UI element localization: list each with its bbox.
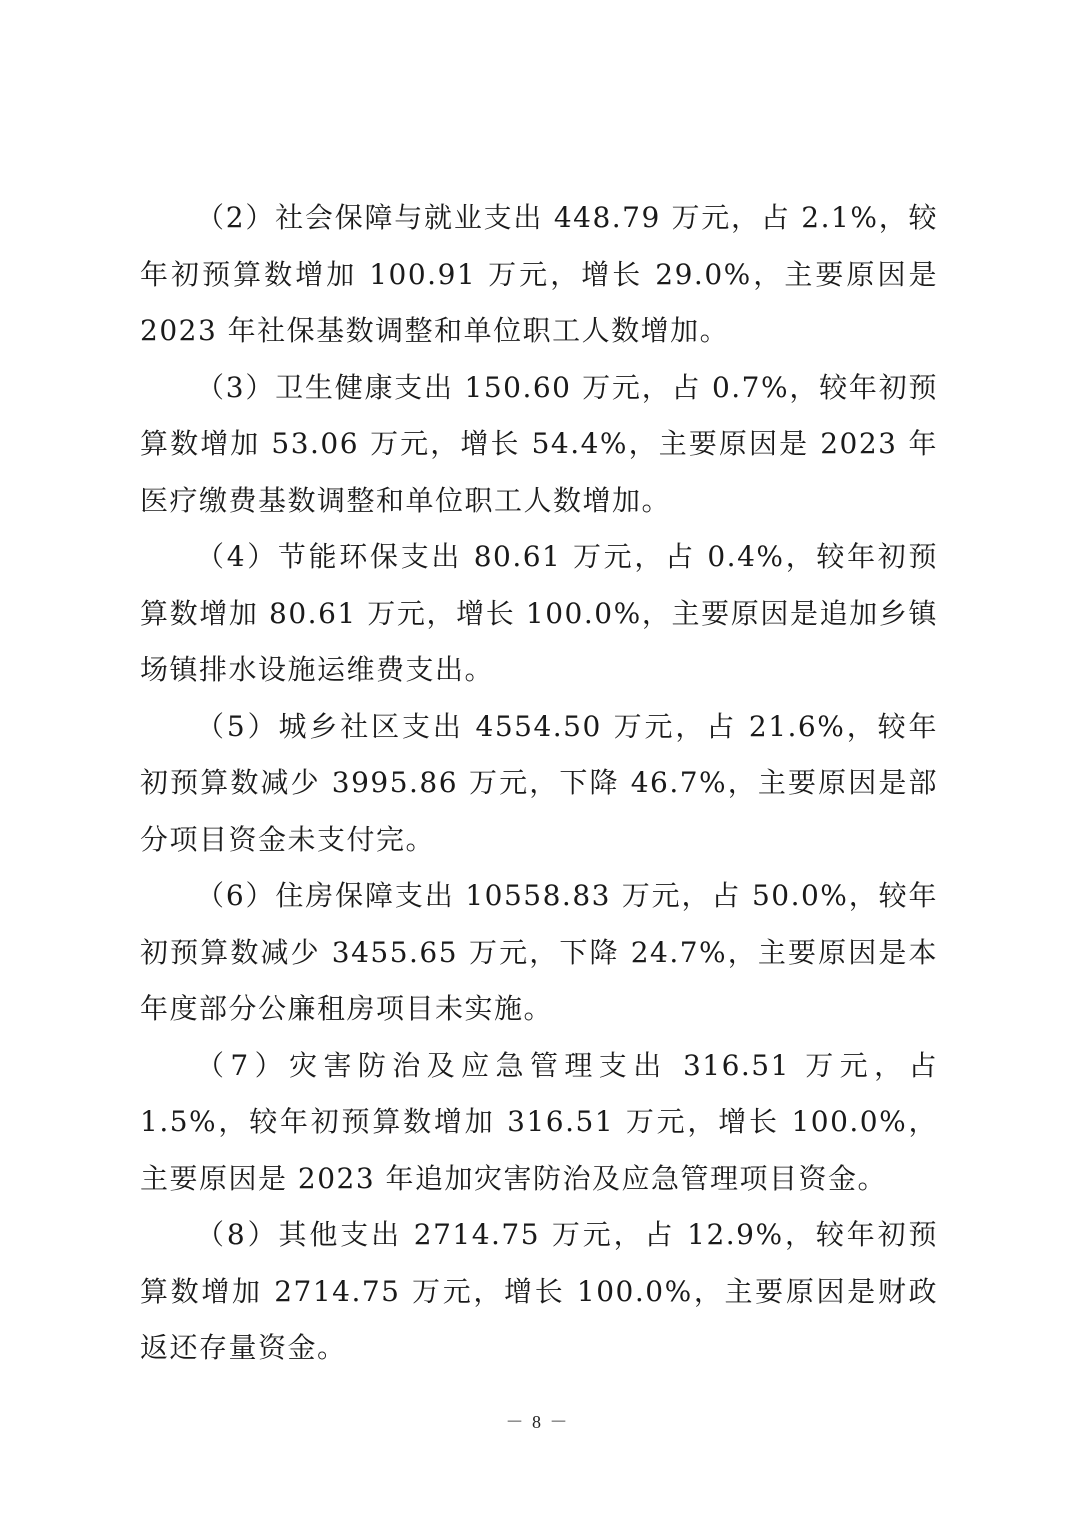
body-text <box>140 190 938 1377</box>
paragraph-urban-rural-community: （5）城乡社区支出 4554.50 万元，占 21.6%，较年初预算数减少 3995.86 万元，下降 46.7%，主要原因是部分项目资金未支付完。 <box>140 709 938 856</box>
paragraph-disaster-emergency: （7）灾害防治及应急管理支出 316.51 万元，占 1.5%，较年初预算数增加 316.51 万元，增长 100.0%，主要原因是 2023 年追加灾害防治及应急管理项目资金。 <box>140 1048 938 1195</box>
paragraph-energy-environment: （4）节能环保支出 80.61 万元，占 0.4%，较年初预算数增加 80.61 万元，增长 100.0%，主要原因是追加乡镇场镇排水设施运维费支出。 <box>140 540 938 686</box>
page-number: － 8 － <box>505 1412 570 1432</box>
paragraph-housing: （6）住房保障支出 10558.83 万元，占 50.0%，较年初预算数减少 3455.65 万元，下降 24.7%，主要原因是本年度部分公廉租房项目未实施。 <box>140 879 938 1025</box>
paragraph-other-expenditure: （8）其他支出 2714.75 万元，占 12.9%，较年初预算数增加 2714.75 万元，增长 100.0%，主要原因是财政返还存量资金。 <box>140 1218 938 1364</box>
paragraph-health: （3）卫生健康支出 150.60 万元，占 0.7%，较年初预算数增加 53.06 万元，增长 54.4%，主要原因是 2023 年医疗缴费基数调整和单位职工人数增加。 <box>140 370 938 517</box>
paragraph-social-security: （2）社会保障与就业支出 448.79 万元，占 2.1%，较年初预算数增加 100.91 万元，增长 29.0%，主要原因是 2023 年社保基数调整和单位职工人数增加。 <box>140 201 938 347</box>
